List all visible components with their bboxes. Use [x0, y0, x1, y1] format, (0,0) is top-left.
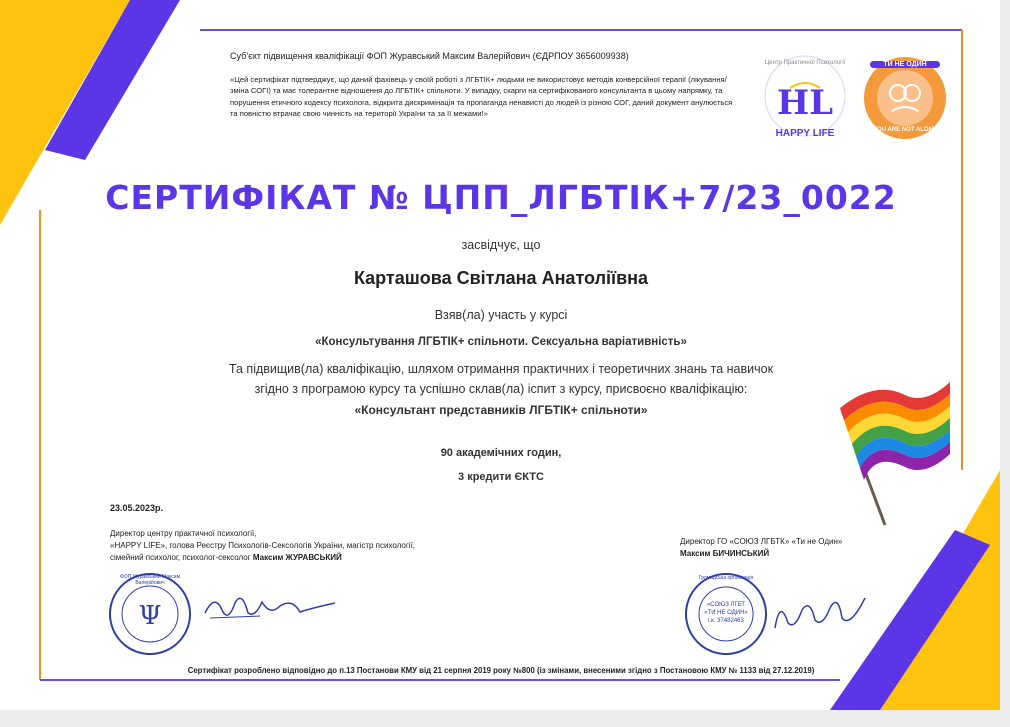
ti-ne-odin-logo	[862, 55, 948, 141]
recipient-name: Карташова Світлана Анатоліївна	[353, 268, 649, 288]
right-stamp-line-1: «СОЮЗ ЛГБТ	[706, 602, 746, 608]
course-name: «Консультування ЛГБТІК+ спільноти. Сексуальна варіативність»	[315, 336, 687, 348]
certifies-text: засвідчує, що	[461, 238, 541, 252]
credits-text: 3 кредити ЄКТС	[458, 471, 544, 483]
footer-note: Сертифікат розроблено відповідно до п.13 Постанови КМУ від 21 серпня 2019 року №800 (із змінами, внесеними згідно з Постановою КМУ № 1133 від 27.12.2019)	[187, 666, 815, 675]
left-stamp	[108, 572, 192, 656]
left-signer-line-2: «HAPPY LIFE», голова Реєстру Психологів-Сексологів України, магістр психології,	[110, 541, 416, 550]
happy-life-logo	[750, 48, 860, 153]
body-line-1: Та підвищив(ла) кваліфікацію, шляхом отримання практичних і теоретичних знань та навичок	[228, 362, 774, 376]
left-signer-name: Максим ЖУРАВСЬКИЙ	[252, 553, 342, 562]
left-signer-line-3	[110, 552, 342, 564]
left-signature-scribble	[200, 588, 340, 628]
qualification-name: «Консультант представників ЛГБТІК+ спільноти»	[354, 403, 648, 417]
happy-life-ring-text: Центр Практичної Психології	[764, 60, 846, 66]
svg-text:Ψ: Ψ	[138, 601, 162, 631]
participated-text: Взяв(ла) участь у курсі	[434, 308, 568, 322]
rainbow-flag-icon	[820, 360, 960, 530]
right-signer-title: Директор ГО «СОЮЗ ЛГБТК» «Ти не Один»	[680, 537, 843, 546]
disclaimer-text: «Цей сертифікат підтверджує, що даний фахівець у своїй роботі з ЛГБТІК+ людьми не використовує методів конверсійної терапії (лікування/зміна СОГІ) та має толерантне відношення до ЛГБТІК+ спільноти. У випадку, скарги на сертифікованого консультанта в цьому напрямку, та порушення етичного кодексу психолога, відкрита дискримінація та пропаганда ненависті до людей із різною СОГ, даний документ анулюється та повністю втрачає свою чинність на території України та за її межами!»	[230, 75, 733, 119]
left-signer-line-1: Директор центру практичної психології,	[110, 529, 257, 538]
svg-text:HL: HL	[776, 83, 834, 123]
right-signer-name: Максим БИЧИНСЬКИЙ	[680, 549, 770, 558]
body-line-2: згідно з програмою курсу та успішно склав(ла) іспит з курсу, присвоєно кваліфікацію:	[254, 382, 748, 396]
left-stamp-text: ФОП Журавський Максим Валерійович	[119, 574, 181, 586]
ti-ne-odin-top-text: ТИ НЕ ОДИН	[870, 61, 940, 68]
certificate-title: СЕРТИФІКАТ № ЦПП_ЛГБТІК+7/23_0022	[105, 178, 897, 217]
right-stamp-line-3: і.к. 37482463	[708, 618, 744, 624]
happy-life-label: HAPPY LIFE	[775, 128, 835, 139]
right-stamp-ring-text: Громадська організація	[698, 575, 754, 581]
right-stamp-line-2: «ТИ НЕ ОДИН»	[704, 610, 748, 616]
right-stamp	[684, 572, 768, 656]
left-signer-title: сімейний психолог, психолог-сексолог	[110, 553, 251, 562]
subject-line: Суб’єкт підвищення кваліфікації ФОП Журавський Максим Валерійович (ЄДРПОУ 3656009938)	[230, 51, 629, 61]
ti-ne-odin-bottom-text: YOU ARE NOT ALONE	[873, 127, 937, 133]
hours-text: 90 академічних годин,	[440, 447, 562, 459]
issue-date: 23.05.2023р.	[110, 503, 164, 513]
right-signature-scribble	[770, 588, 870, 638]
